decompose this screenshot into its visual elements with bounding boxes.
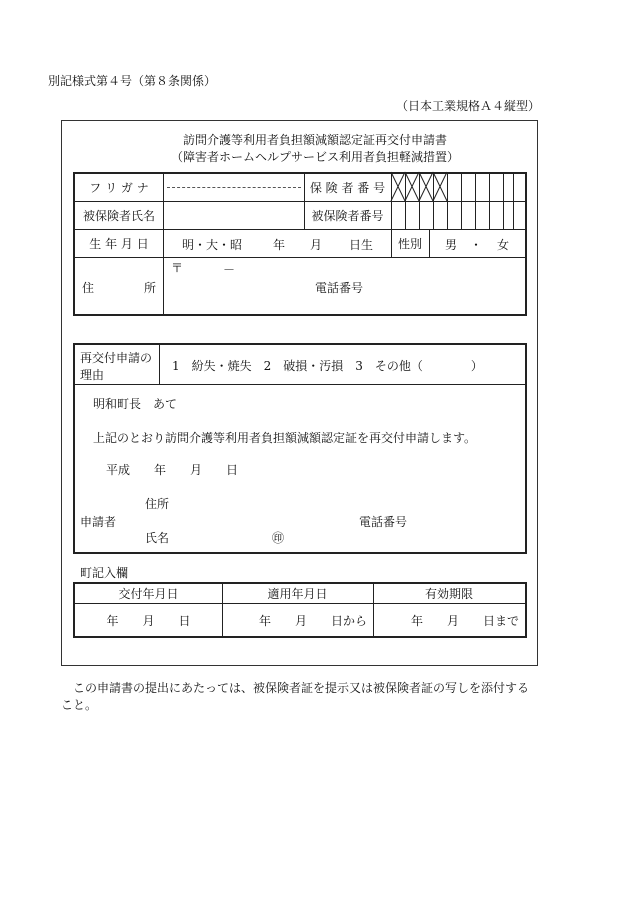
birth-year-unit: 年: [273, 238, 286, 252]
seal-mark: ㊞: [272, 531, 285, 545]
office-value-issue-date[interactable]: 年 月 日: [106, 613, 191, 628]
application-date[interactable]: 平成 年 月 日: [106, 463, 239, 477]
office-header-issue-date: 交付年月日: [118, 586, 179, 601]
reason-options[interactable]: 1 紛失・焼失 2 破損・汚損 3 その他（ ）: [172, 359, 483, 373]
addressee: 明和町長 あて: [93, 397, 178, 411]
insurer-number-label: 保 険 者 番 号: [309, 180, 386, 195]
reason-label-line1: 再交付申請の: [80, 351, 153, 365]
gender-label: 性別: [397, 236, 422, 251]
address-label-1: 住: [82, 281, 95, 295]
insured-number-label: 被保険者番号: [311, 208, 384, 223]
gender-male[interactable]: 男: [445, 238, 458, 252]
birth-day-unit: 日生: [349, 238, 374, 252]
office-value-expiry[interactable]: 年 月 日まで: [410, 613, 519, 628]
furigana-field[interactable]: [167, 187, 301, 188]
form-subtitle: （障害者ホームヘルプサービス利用者負担軽減措置）: [170, 150, 459, 164]
office-section-title: 町記入欄: [80, 566, 129, 580]
form-title: 訪問介護等利用者負担額減額認定証再交付申請書: [182, 133, 447, 147]
office-header-apply-date: 適用年月日: [267, 586, 328, 601]
applicant-address-label: 住所: [145, 497, 170, 511]
era-options: 明・大・昭: [182, 238, 243, 252]
birth-month-unit: 月: [310, 238, 323, 252]
gender-separator: ・: [470, 238, 483, 252]
postal-dash: －: [223, 263, 236, 277]
paper-size-note: （日本工業規格Ａ４縦型）: [396, 99, 541, 113]
form-number: 別記様式第４号（第８条関係）: [48, 74, 217, 88]
office-value-apply-date[interactable]: 年 月 日から: [258, 613, 367, 628]
birthdate-label: 生 年 月 日: [89, 236, 149, 251]
reason-section: [73, 343, 527, 554]
crossed-out-cells: [391, 172, 447, 201]
insured-name-label: 被保険者氏名: [82, 208, 155, 223]
postal-mark: 〒: [171, 261, 184, 275]
applicant-phone-label: 電話番号: [359, 515, 408, 529]
address-phone-label: 電話番号: [315, 281, 364, 295]
footnote-line2: こと。: [61, 698, 98, 712]
application-statement: 上記のとおり訪問介護等利用者負担額減額認定証を再交付申請します。: [93, 431, 477, 445]
reason-label-line2: 理由: [80, 368, 105, 382]
applicant-name-label: 氏名: [145, 531, 170, 545]
footnote-line1: この申請書の提出にあたっては、被保険者証を提示又は被保険者証の写しを添付する: [73, 681, 530, 695]
furigana-label: フ リ ガ ナ: [89, 180, 149, 195]
office-header-expiry: 有効期限: [424, 586, 473, 601]
address-label-2: 所: [144, 281, 157, 295]
applicant-label: 申請者: [80, 515, 117, 529]
gender-female[interactable]: 女: [497, 238, 510, 252]
